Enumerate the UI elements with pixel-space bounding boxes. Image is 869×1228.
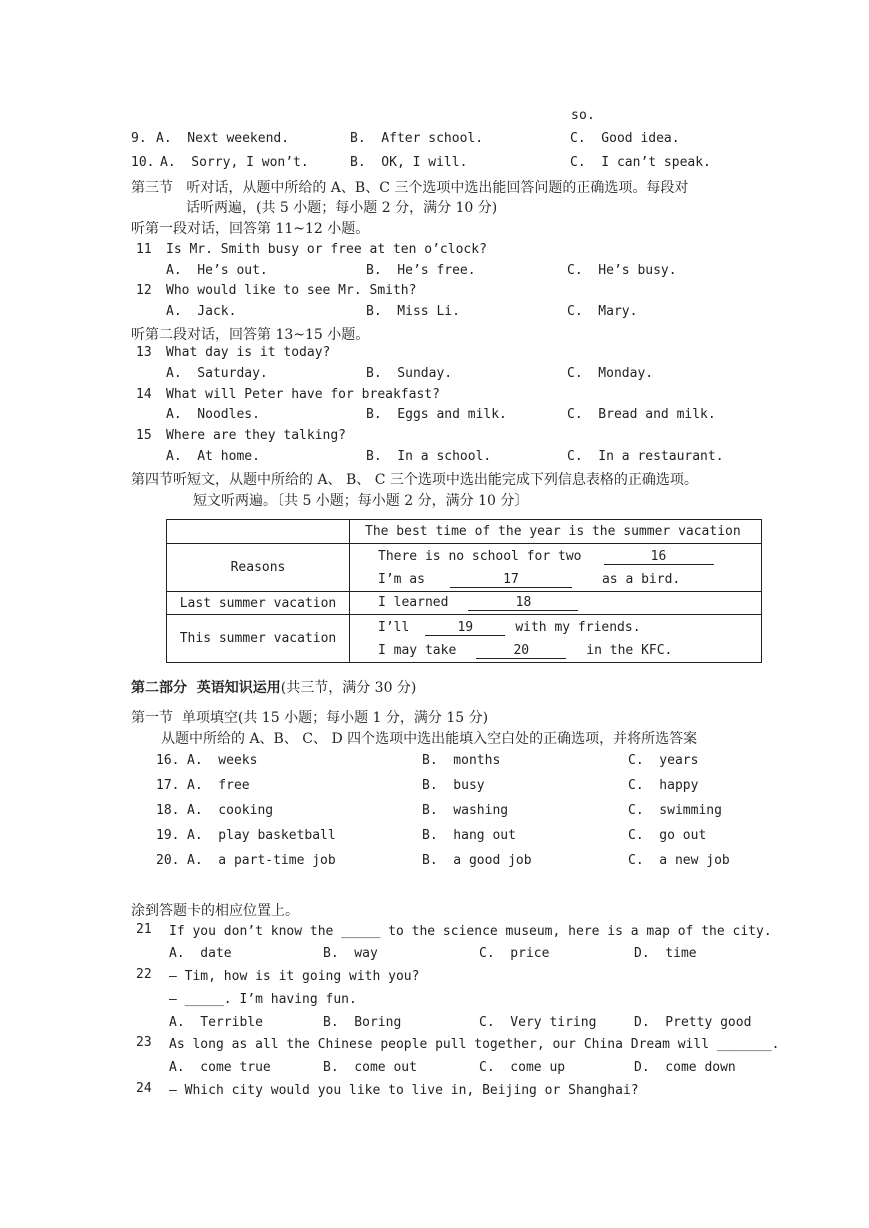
question-number: 23 <box>136 1035 152 1050</box>
question-number: 13 <box>136 345 152 360</box>
option-d: D. come down <box>634 1060 736 1075</box>
question-text: As long as all the Chinese people pull together, our China Dream will _______. <box>169 1037 780 1052</box>
dialog1-instruction: 听第一段对话，回答第 11~12 小题。 <box>131 221 370 237</box>
option-a: A. He’s out. <box>166 263 268 278</box>
option-b: B. washing <box>422 803 509 818</box>
item-number: 9. <box>131 131 147 146</box>
row-label-reasons: Reasons <box>167 544 350 592</box>
option-c: C. He’s busy. <box>567 263 677 278</box>
option-a: A. At home. <box>166 449 260 464</box>
question-number: 21 <box>136 922 152 937</box>
option-b: B. way <box>323 946 378 961</box>
section3-title: 第三节 听对话，从题中所给的 A、B、C 三个选项中选出能回答问题的正确选项。每段对 <box>131 180 689 196</box>
option-b: B. OK, I will. <box>350 155 468 170</box>
question-text: Is Mr. Smith busy or free at ten o’clock? <box>166 242 487 257</box>
option-a: A. cooking <box>187 803 274 818</box>
info-table <box>166 519 762 663</box>
question-text: Who would like to see Mr. Smith? <box>166 283 417 298</box>
option-c: C. Mary. <box>567 304 638 319</box>
part2-title: 第二部分 英语知识运用 <box>131 680 281 696</box>
dialog2-instruction: 听第二段对话，回答第 13~15 小题。 <box>131 327 370 343</box>
option-c: C. Very tiring <box>479 1015 597 1030</box>
option-b: B. busy <box>422 778 485 793</box>
section4-title: 第四节听短文，从题中所给的 A、 B、 C 三个选项中选出能完成下列信息表格的正确选项。 <box>131 472 698 488</box>
option-d: D. Pretty good <box>634 1015 752 1030</box>
last-summer-cell <box>350 592 762 615</box>
option-c: C. years <box>628 753 699 768</box>
question-number: 12 <box>136 283 152 298</box>
option-a: A. weeks <box>187 753 258 768</box>
option-b: B. In a school. <box>366 449 492 464</box>
question-text-2: — _____. I’m having fun. <box>169 992 357 1007</box>
table-header: The best time of the year is the summer vacation <box>350 520 762 544</box>
this-summer-cell <box>350 615 762 663</box>
option-b: B. After school. <box>350 131 484 146</box>
question-number: 11 <box>136 242 152 257</box>
item-number: 16. <box>156 753 180 768</box>
option-a: A. Saturday. <box>166 366 268 381</box>
option-c: C. I can’t speak. <box>570 155 711 170</box>
option-a: A. Next weekend. <box>156 131 290 146</box>
question-text: Where are they talking? <box>166 428 347 443</box>
plan-text-2b: in the KFC. <box>586 642 673 658</box>
plan-text-1b: with my friends. <box>515 619 641 635</box>
option-a: A. Noodles. <box>166 407 260 422</box>
row-label-this-summer: This summer vacation <box>167 615 350 663</box>
blank-20[interactable]: 20 <box>476 644 566 659</box>
question-text: — Which city would you like to live in, Beijing or Shanghai? <box>169 1083 639 1098</box>
question-text: — Tim, how is it going with you? <box>169 969 420 984</box>
option-b: B. Miss Li. <box>366 304 460 319</box>
plan-text-1a: I’ll <box>378 619 410 635</box>
option-c: C. come up <box>479 1060 566 1075</box>
instruction-end: 涂到答题卡的相应位置上。 <box>131 903 299 919</box>
option-a: A. a part-time job <box>187 853 336 868</box>
option-c: C. Bread and milk. <box>567 407 716 422</box>
item-number: 19. <box>156 828 180 843</box>
option-c: C. Monday. <box>567 366 654 381</box>
question-text: What day is it today? <box>166 345 331 360</box>
option-a: A. Jack. <box>166 304 237 319</box>
learned-text: I learned <box>378 595 449 610</box>
option-b: B. Eggs and milk. <box>366 407 507 422</box>
blank-18[interactable]: 18 <box>468 596 578 611</box>
option-b: B. months <box>422 753 501 768</box>
question-number: 15 <box>136 428 152 443</box>
question-text: What will Peter have for breakfast? <box>166 387 440 402</box>
option-a: A. come true <box>169 1060 271 1075</box>
reason-text-2b: as a bird. <box>601 571 681 587</box>
section4-title-cont: 短文听两遍。〔共 5 小题；每小题 2 分，满分 10 分〕 <box>193 493 529 509</box>
option-b: B. hang out <box>422 828 516 843</box>
item-number: 17. <box>156 778 180 793</box>
section3-title-cont: 话听两遍，(共 5 小题；每小题 2 分，满分 10 分) <box>186 200 498 216</box>
option-c: C. happy <box>628 778 699 793</box>
reason-text-1: There is no school for two <box>378 548 582 564</box>
question-number: 14 <box>136 387 152 402</box>
option-a: A. play basketball <box>187 828 336 843</box>
continued-text: so. <box>571 108 596 123</box>
option-a: A. Sorry, I won’t. <box>160 155 309 170</box>
option-c: C. swimming <box>628 803 722 818</box>
row-label-last-summer: Last summer vacation <box>167 592 350 615</box>
option-c: C. a new job <box>628 853 730 868</box>
option-c: C. In a restaurant. <box>567 449 724 464</box>
option-b: B. come out <box>323 1060 417 1075</box>
option-a: A. free <box>187 778 250 793</box>
option-c: C. price <box>479 946 550 961</box>
option-c: C. Good idea. <box>570 131 680 146</box>
option-d: D. time <box>634 946 697 961</box>
part2-instruction: 从题中所给的 A、B、 C、 D 四个选项中选出能填入空白处的正确选项，并将所选答案 <box>161 731 698 747</box>
plan-text-2a: I may take <box>378 642 457 658</box>
part2-title-rest: (共三节，满分 30 分) <box>280 680 417 696</box>
blank-17[interactable]: 17 <box>450 573 572 588</box>
option-b: B. Boring <box>323 1015 402 1030</box>
question-number: 22 <box>136 967 152 982</box>
option-b: B. He’s free. <box>366 263 476 278</box>
option-a: A. date <box>169 946 232 961</box>
option-a: A. Terrible <box>169 1015 263 1030</box>
reasons-cell <box>350 544 762 592</box>
option-b: B. a good job <box>422 853 532 868</box>
reason-text-2a: I’m as <box>378 571 425 587</box>
item-number: 20. <box>156 853 180 868</box>
option-c: C. go out <box>628 828 707 843</box>
item-number: 18. <box>156 803 180 818</box>
blank-19[interactable]: 19 <box>425 621 505 636</box>
item-number: 10. <box>131 155 155 170</box>
part2-heading <box>131 677 416 697</box>
question-text: If you don’t know the _____ to the science museum, here is a map of the city. <box>169 924 772 939</box>
question-number: 24 <box>136 1081 152 1096</box>
blank-16[interactable]: 16 <box>604 550 714 565</box>
option-b: B. Sunday. <box>366 366 453 381</box>
part2-sec1-title: 第一节 单项填空(共 15 小题；每小题 1 分，满分 15 分) <box>131 710 489 726</box>
